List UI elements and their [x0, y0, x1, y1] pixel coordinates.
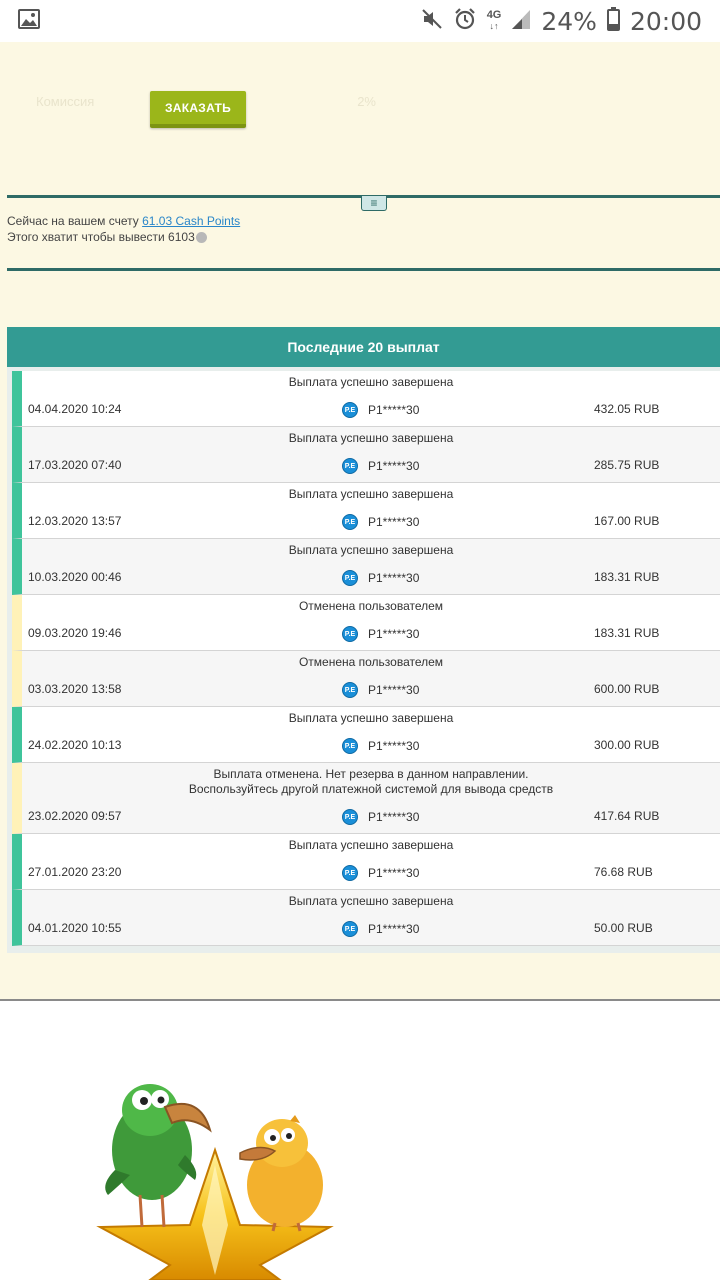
payout-wallet: [342, 514, 419, 530]
payout-wallet-number: P1*****30: [368, 515, 420, 529]
payout-status-text: Выплата успешно завершена: [288, 431, 454, 445]
status-bar: [0, 0, 720, 42]
payout-amount: 50.00 RUB: [594, 921, 653, 935]
payout-wallet: [342, 738, 419, 754]
payeer-icon: P.E: [342, 738, 358, 754]
green-parrot: [105, 1084, 210, 1227]
payout-wallet-number: P1*****30: [368, 922, 420, 936]
payout-wallet: [342, 865, 419, 881]
payout-row: [12, 483, 720, 539]
balance-label: Сейчас на вашем счету: [7, 214, 139, 228]
payeer-icon: P.E: [342, 514, 358, 530]
page-footer-divider: [0, 999, 720, 1001]
yellow-duck: [240, 1115, 323, 1231]
alarm-icon: [453, 7, 477, 36]
payouts-title: Последние 20 выплат: [7, 327, 720, 367]
payout-status: [22, 767, 720, 797]
payout-wallet: [342, 921, 419, 937]
image-icon: [18, 9, 40, 34]
payeer-icon: P.E: [342, 402, 358, 418]
payout-wallet: [342, 570, 419, 586]
payout-wallet: [342, 458, 419, 474]
payout-status-text: Выплата успешно завершена: [288, 894, 454, 908]
payout-row: [12, 651, 720, 707]
payout-amount: 432.05 RUB: [594, 402, 660, 416]
payout-status-text: Отменена пользователем: [298, 599, 444, 613]
payout-amount: 183.31 RUB: [594, 626, 660, 640]
payout-row: [12, 763, 720, 834]
balance-info: [7, 213, 240, 245]
payout-wallet-number: P1*****30: [368, 403, 420, 417]
payout-status: [22, 894, 720, 909]
payeer-icon: P.E: [342, 682, 358, 698]
payout-status: [22, 375, 720, 390]
payout-date: 04.01.2020 10:55: [28, 921, 122, 935]
payout-status: [22, 655, 720, 670]
payout-wallet-number: P1*****30: [368, 866, 420, 880]
payeer-icon: P.E: [342, 921, 358, 937]
payout-row: [12, 427, 720, 483]
network-indicator: 4G ↓↑: [486, 9, 502, 31]
cash-points-link[interactable]: 61.03 Cash Points: [142, 214, 241, 228]
payout-status: [22, 838, 720, 853]
payout-date: 04.04.2020 10:24: [28, 402, 122, 416]
payout-row: [12, 890, 720, 946]
payout-status-text: Выплата отменена. Нет резерва в данном направлении.: [213, 767, 529, 781]
withdraw-label: Этого хватит чтобы вывести: [7, 230, 165, 244]
payout-wallet-number: P1*****30: [368, 683, 420, 697]
payout-wallet-number: P1*****30: [368, 571, 420, 585]
payout-date: 24.02.2020 10:13: [28, 738, 122, 752]
mute-icon: [421, 8, 443, 35]
payout-status-text: Отменена пользователем: [298, 655, 444, 669]
payeer-icon: P.E: [342, 458, 358, 474]
withdraw-value: 6103: [168, 230, 195, 244]
order-button[interactable]: ЗАКАЗАТЬ: [150, 91, 246, 128]
payout-date: 17.03.2020 07:40: [28, 458, 122, 472]
payout-row: [12, 371, 720, 427]
payout-status-text: Выплата успешно завершена: [288, 838, 454, 852]
payout-status-text: Выплата успешно завершена: [288, 711, 454, 725]
payout-date: 23.02.2020 09:57: [28, 809, 122, 823]
payout-wallet-number: P1*****30: [368, 739, 420, 753]
payout-wallet: [342, 809, 419, 825]
clock: 20:00: [629, 6, 702, 36]
payout-wallet: [342, 402, 419, 418]
menu-toggle-icon[interactable]: ≡: [361, 196, 387, 211]
payout-date: 27.01.2020 23:20: [28, 865, 122, 879]
payout-date: 03.03.2020 13:58: [28, 682, 122, 696]
payout-status: [22, 711, 720, 726]
payouts-list: [7, 367, 720, 946]
payout-amount: 167.00 RUB: [594, 514, 660, 528]
commission-label: Комиссия: [36, 94, 95, 109]
payout-amount: 183.31 RUB: [594, 570, 660, 584]
commission-value: 2%: [357, 94, 376, 109]
payeer-icon: P.E: [342, 570, 358, 586]
divider-bottom: [7, 268, 720, 271]
payeer-icon: P.E: [342, 865, 358, 881]
payout-date: 12.03.2020 13:57: [28, 514, 122, 528]
payout-wallet-number: P1*****30: [368, 627, 420, 641]
payout-amount: 76.68 RUB: [594, 865, 653, 879]
battery-icon: [607, 7, 620, 36]
payouts-table: [7, 327, 720, 953]
payout-amount: 300.00 RUB: [594, 738, 660, 752]
payout-wallet-number: P1*****30: [368, 810, 420, 824]
birds-star-illustration: [90, 1075, 350, 1280]
payout-row: [12, 834, 720, 890]
payout-row: [12, 539, 720, 595]
payout-status: [22, 487, 720, 502]
payout-date: 09.03.2020 19:46: [28, 626, 122, 640]
payout-status: [22, 599, 720, 614]
payout-row: [12, 595, 720, 651]
payout-status-text: Выплата успешно завершена: [288, 543, 454, 557]
payeer-icon: P.E: [342, 626, 358, 642]
payout-amount: 285.75 RUB: [594, 458, 660, 472]
payeer-icon: P.E: [342, 809, 358, 825]
payout-wallet-number: P1*****30: [368, 459, 420, 473]
payout-status: [22, 431, 720, 446]
payout-status: [22, 543, 720, 558]
payout-wallet: [342, 682, 419, 698]
coin-icon: [196, 232, 207, 243]
payout-amount: 417.64 RUB: [594, 809, 660, 823]
payout-status-text: Выплата успешно завершена: [288, 487, 454, 501]
payout-date: 10.03.2020 00:46: [28, 570, 122, 584]
battery-percent: 24%: [541, 6, 597, 36]
signal-icon: [511, 8, 531, 35]
payout-row: [12, 707, 720, 763]
payout-status-text: Выплата успешно завершена: [288, 375, 454, 389]
payout-status-detail: Воспользуйтесь другой платежной системой для вывода средств: [188, 782, 554, 796]
payout-amount: 600.00 RUB: [594, 682, 660, 696]
payout-wallet: [342, 626, 419, 642]
